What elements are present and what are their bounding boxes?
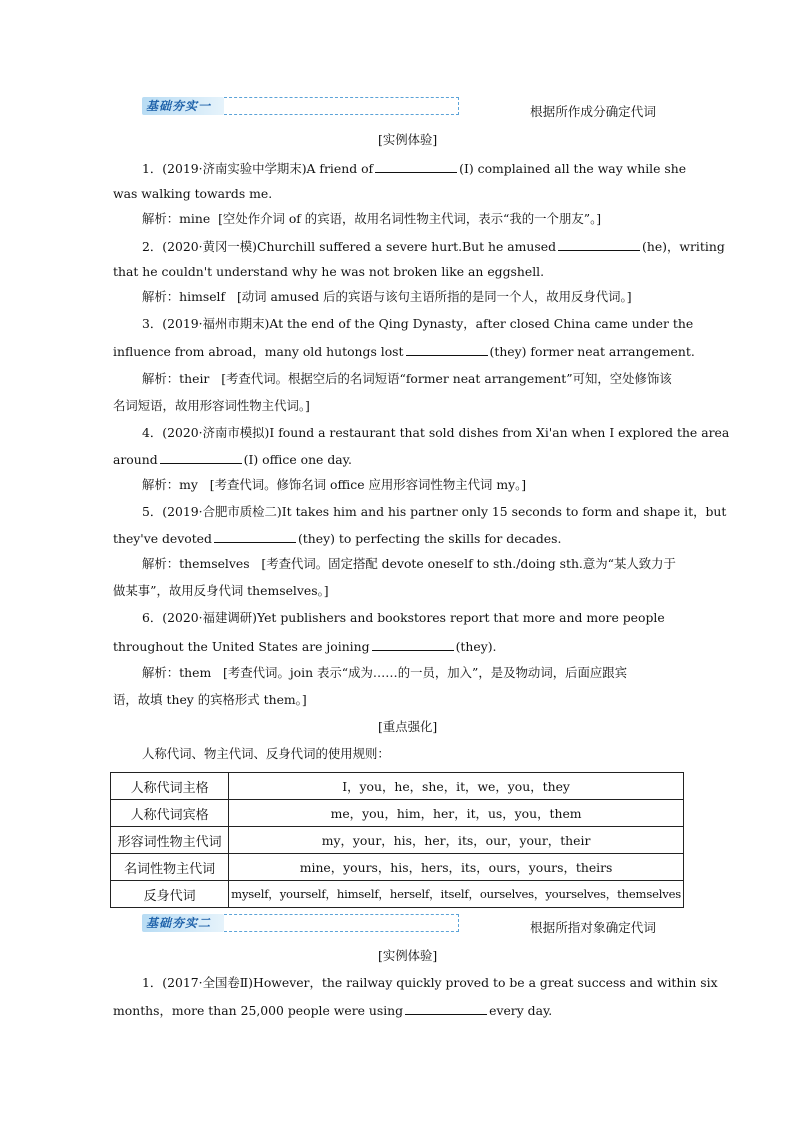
analysis-text: [考查代词。根据空后的名词短语“former neat arrangement”可知，空处修饰该 — [221, 371, 672, 386]
item-1-text: 1．(2019·济南实验中学期末)A friend of — [142, 161, 374, 176]
answer-blank — [406, 343, 488, 356]
analysis-label: 解析：mine — [142, 211, 211, 226]
table-intro: 人称代词、物主代词、反身代词的使用规则： — [142, 746, 390, 761]
analysis-text: [考查代词。修饰名词 office 应用形容词性物主代词 my。] — [209, 477, 527, 492]
item-1-text-after: (I) complained all the way while she — [459, 161, 687, 176]
sub-heading-2: [实例体验] — [378, 948, 438, 963]
table-row — [111, 881, 684, 908]
s2-item-1-text-after: every day. — [489, 1003, 553, 1018]
section-title-2: 根据所指对象确定代词 — [530, 920, 656, 935]
table-row-label: 形容词性物主代词 — [111, 827, 229, 854]
s2-item-1-line-2 — [113, 1002, 683, 1019]
section-title-1: 根据所作成分确定代词 — [530, 104, 656, 119]
item-4-line-2 — [113, 451, 683, 468]
analysis-label: 解析：their — [142, 371, 210, 386]
item-3-text-after: (they) former neat arrangement. — [489, 344, 695, 359]
answer-blank — [375, 160, 457, 173]
item-5-line-1: 5．(2019·合肥市质检二)It takes him and his partner only 15 seconds to form and shape it，but — [142, 504, 727, 519]
item-6-line-1: 6．(2020·福建调研)Yet publishers and bookstores report that more and more people — [142, 610, 665, 625]
analysis-text: [考查代词。固定搭配 devote oneself to sth./doing sth.意为“某人致力于 — [261, 556, 676, 571]
table-row — [111, 827, 684, 854]
item-5-analysis — [142, 556, 682, 572]
answer-blank — [160, 451, 242, 464]
item-2-analysis — [142, 289, 682, 305]
table-row-label: 人称代词宾格 — [111, 800, 229, 827]
item-6-analysis — [142, 665, 682, 681]
item-2-text-after: (he)，writing — [642, 239, 725, 254]
item-2-text: 2．(2020·黄冈一模)Churchill suffered a severe hurt.But he amused — [142, 239, 557, 254]
table-row-label: 人称代词主格 — [111, 773, 229, 800]
analysis-text: [空处作介词 of 的宾语，故用名词性物主代词，表示“我的一个朋友”。] — [218, 211, 602, 226]
answer-blank — [558, 238, 640, 251]
table-row-label: 反身代词 — [111, 881, 229, 908]
item-6-text-after: (they). — [455, 639, 497, 654]
table-row-value: my，your，his，her，its，our，your，their — [229, 827, 684, 854]
item-1-line-1 — [142, 160, 687, 177]
item-4-text-after: (I) office one day. — [243, 452, 352, 467]
item-4-analysis — [142, 477, 682, 493]
analysis-text: [动词 amused 后的宾语与该句主语所指的是同一个人，故用反身代词。] — [236, 289, 632, 304]
table-row-value: I，you，he，she，it，we，you，they — [229, 773, 684, 800]
table-row — [111, 773, 684, 800]
table-row-value: myself，yourself，himself，herself，itself，ourselves，yourselves，themselves — [229, 881, 684, 908]
item-3-text: influence from abroad，many old hutongs lost — [113, 344, 404, 359]
focus-heading: [重点强化] — [378, 719, 438, 734]
item-1-analysis — [142, 211, 682, 227]
item-4-text: around — [113, 452, 158, 467]
analysis-label: 解析：them — [142, 665, 212, 680]
answer-blank — [405, 1002, 487, 1015]
item-3-line-2 — [113, 343, 695, 360]
section-tag-1: 基础夯实一 — [142, 97, 224, 115]
analysis-label: 解析：themselves — [142, 556, 250, 571]
item-6-analysis-line-2: 语，故填 they 的宾格形式 them。] — [113, 692, 307, 707]
s2-item-1-text: months，more than 25,000 people were using — [113, 1003, 404, 1018]
analysis-label: 解析：my — [142, 477, 198, 492]
pronoun-rules-table — [110, 772, 684, 908]
item-6-line-2 — [113, 638, 683, 655]
table-row — [111, 800, 684, 827]
item-4-line-1: 4．(2020·济南市模拟)I found a restaurant that sold dishes from Xi'an when I explored the area — [142, 425, 730, 440]
item-5-analysis-line-2: 做某事”，故用反身代词 themselves。] — [113, 583, 329, 598]
table-row-value: mine，yours，his，hers，its，ours，yours，theirs — [229, 854, 684, 881]
banner-dashed-box — [224, 97, 459, 115]
table-row-label: 名词性物主代词 — [111, 854, 229, 881]
item-3-analysis — [142, 371, 682, 387]
analysis-text: [考查代词。join 表示“成为……的一员，加入”，是及物动词，后面应跟宾 — [223, 665, 628, 680]
table-row — [111, 854, 684, 881]
sub-heading-1: [实例体验] — [378, 132, 438, 147]
item-1-line-2: was walking towards me. — [113, 186, 273, 201]
s2-item-1-line-1: 1．(2017·全国卷Ⅱ)However，the railway quickly proved to be a great success and within six — [142, 975, 718, 990]
answer-blank — [214, 530, 296, 543]
item-2-line-1 — [142, 238, 725, 255]
answer-blank — [372, 638, 454, 651]
item-5-text-after: (they) to perfecting the skills for decades. — [297, 531, 562, 546]
item-3-analysis-line-2: 名词短语，故用形容词性物主代词。] — [113, 398, 310, 413]
item-2-line-2: that he couldn't understand why he was not broken like an eggshell. — [113, 264, 545, 279]
section-tag-2: 基础夯实二 — [142, 914, 224, 932]
item-6-text: throughout the United States are joining — [113, 639, 370, 654]
item-3-line-1: 3．(2019·福州市期末)At the end of the Qing Dynasty，after closed China came under the — [142, 316, 694, 331]
analysis-label: 解析：himself — [142, 289, 226, 304]
table-row-value: me，you，him，her，it，us，you，them — [229, 800, 684, 827]
item-5-line-2 — [113, 530, 683, 547]
banner-dashed-box — [224, 914, 459, 932]
item-5-text: they've devoted — [113, 531, 212, 546]
